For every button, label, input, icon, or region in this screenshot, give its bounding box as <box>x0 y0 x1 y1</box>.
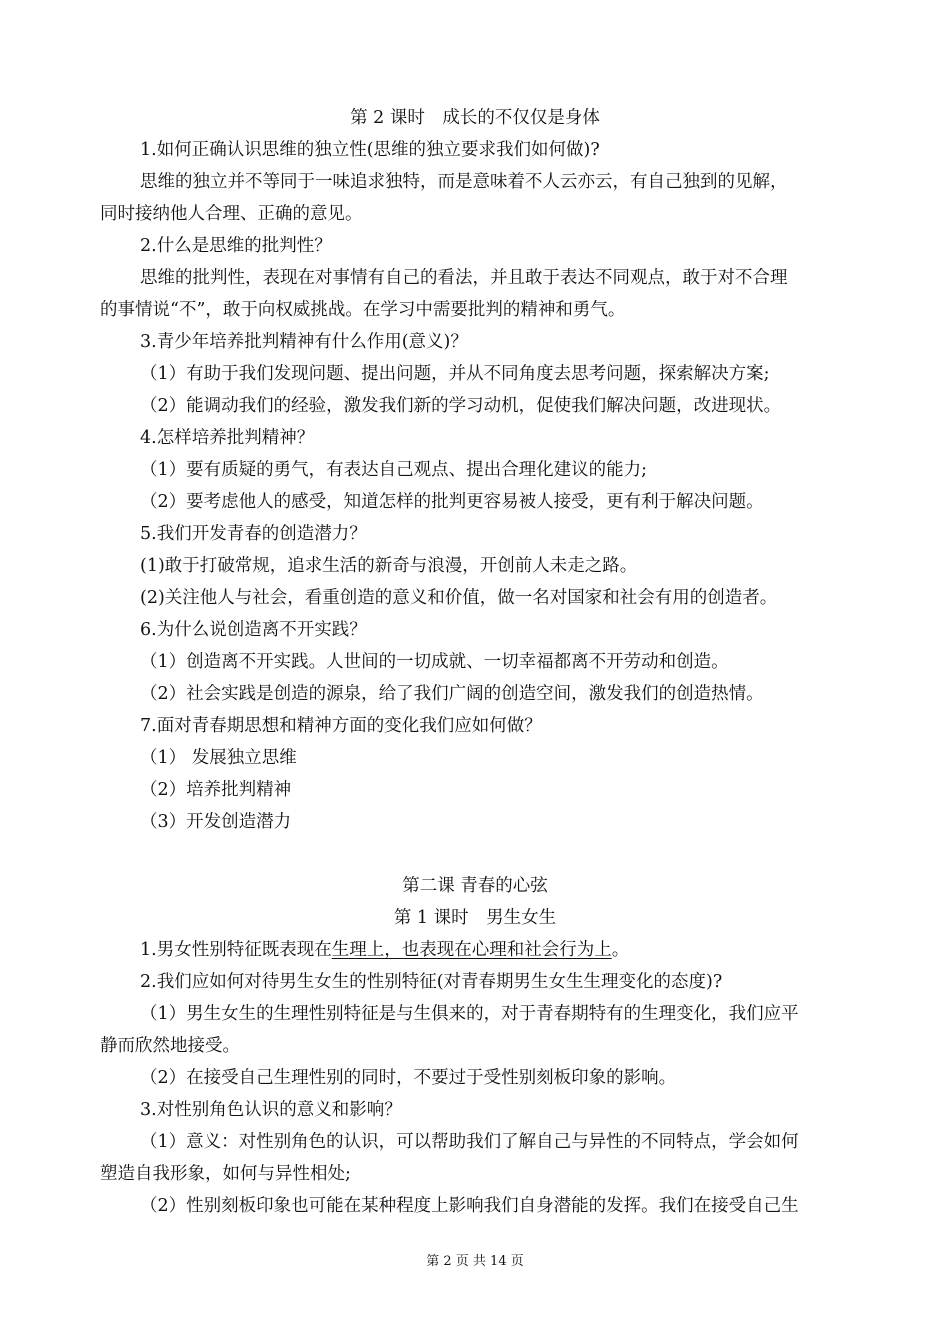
answer-2b-item-1-line-2: 静而欣然地接受。 <box>100 1036 240 1056</box>
answer-2b-item-2: （2）在接受自己生理性别的同时，不要过于受性别刻板印象的影响。 <box>140 1068 677 1088</box>
question-1-b-suffix: 。 <box>611 940 630 960</box>
answer-6-item-1: （1）创造离不开实践。人世间的一切成就、一切幸福都离不开劳动和创造。 <box>140 652 729 672</box>
answer-3-item-2: （2）能调动我们的经验，激发我们新的学习动机，促使我们解决问题，改进现状。 <box>140 396 782 416</box>
section-heading: 第 2 课时 成长的不仅仅是身体 <box>350 108 600 128</box>
answer-3b-item-2-line-1: （2）性别刻板印象也可能在某种程度上影响我们自身潜能的发挥。我们在接受自己生 <box>140 1196 799 1216</box>
answer-2-line-2: 的事情说“不”，敢于向权威挑战。在学习中需要批判的精神和勇气。 <box>100 300 626 320</box>
question-2-b: 2.我们应如何对待男生女生的性别特征(对青春期男生女生生理变化的态度)? <box>140 972 723 992</box>
answer-5-item-2: (2)关注他人与社会，看重创造的意义和价值，做一名对国家和社会有用的创造者。 <box>140 588 778 608</box>
answer-2-line-1: 思维的批判性，表现在对事情有自己的看法，并且敢于表达不同观点，敢于对不合理 <box>140 268 788 288</box>
question-1-b-underlined: 生理上，也表现在心理和社会行为上 <box>331 940 612 960</box>
answer-7-item-3: （3）开发创造潜力 <box>140 812 292 832</box>
answer-7-item-1: （1） 发展独立思维 <box>140 748 297 768</box>
section-heading-2: 第 1 课时 男生女生 <box>393 908 557 928</box>
question-1-b-prefix: 1.男女性别特征既表现在 <box>140 940 332 960</box>
question-3-b: 3.对性别角色认识的意义和影响？ <box>140 1100 402 1120</box>
answer-1-line-1: 思维的独立并不等同于一味追求独特，而是意味着不人云亦云，有自己独到的见解， <box>140 172 788 192</box>
question-1: 1.如何正确认识思维的独立性(思维的独立要求我们如何做)? <box>140 140 600 160</box>
question-4: 4.怎样培养批判精神？ <box>140 428 315 448</box>
answer-3b-item-1-line-1: （1）意义：对性别角色的认识，可以帮助我们了解自己与异性的不同特点，学会如何 <box>140 1132 799 1152</box>
answer-5-item-1: (1)敢于打破常规，追求生活的新奇与浪漫，开创前人未走之路。 <box>140 556 638 576</box>
lesson-title: 第二课 青春的心弦 <box>402 876 548 896</box>
answer-4-item-2: （2）要考虑他人的感受，知道怎样的批判更容易被人接受，更有利于解决问题。 <box>140 492 764 512</box>
question-2: 2.什么是思维的批判性？ <box>140 236 332 256</box>
page-footer: 第 2 页 共 14 页 <box>426 1254 524 1269</box>
answer-4-item-1: （1）要有质疑的勇气，有表达自己观点、提出合理化建议的能力; <box>140 460 648 480</box>
answer-1-line-2: 同时接纳他人合理、正确的意见。 <box>100 204 363 224</box>
question-6: 6.为什么说创造离不开实践？ <box>140 620 367 640</box>
answer-6-item-2: （2）社会实践是创造的源泉，给了我们广阔的创造空间，激发我们的创造热情。 <box>140 684 764 704</box>
question-3: 3.青少年培养批判精神有什么作用(意义)？ <box>140 332 468 352</box>
answer-3b-item-1-line-2: 塑造自我形象，如何与异性相处; <box>100 1164 351 1184</box>
answer-7-item-2: （2）培养批判精神 <box>140 780 292 800</box>
answer-2b-item-1-line-1: （1）男生女生的生理性别特征是与生俱来的，对于青春期特有的生理变化，我们应平 <box>140 1004 799 1024</box>
answer-3-item-1: （1）有助于我们发现问题、提出问题，并从不同角度去思考问题，探索解决方案; <box>140 364 770 384</box>
question-7: 7.面对青春期思想和精神方面的变化我们应如何做？ <box>140 716 542 736</box>
question-5: 5.我们开发青春的创造潜力？ <box>140 524 367 544</box>
question-1-b <box>140 938 950 962</box>
